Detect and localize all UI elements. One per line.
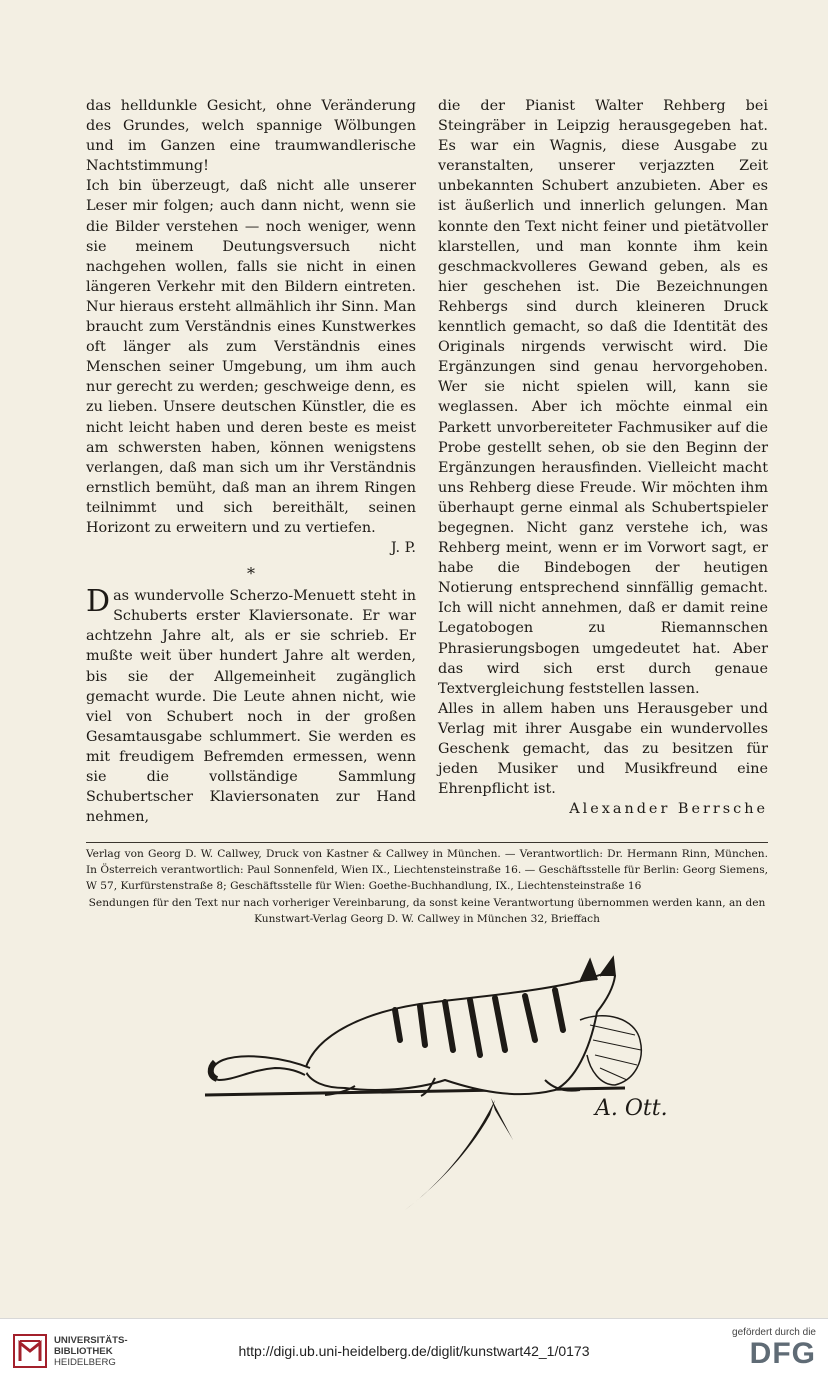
drop-cap: D bbox=[86, 584, 111, 620]
permalink[interactable]: http://digi.ub.uni-heidelberg.de/diglit/kunstwart42_1/0173 bbox=[238, 1343, 590, 1359]
left-column bbox=[86, 96, 416, 836]
dfg-logo[interactable] bbox=[732, 1327, 816, 1370]
paragraph: Alles in allem haben uns Herausgeber und Verlag mit ihrer Ausgabe ein wundervolles Geschenk gemacht, das zu besitzen für jeden Musiker und Musikfreund eine Ehrenpflicht ist. bbox=[438, 700, 768, 798]
author-initials: J. P. bbox=[390, 540, 416, 557]
author-signature: Alexander Berrsche bbox=[569, 801, 768, 818]
cat-and-bird-drawing bbox=[195, 940, 675, 1240]
right-column bbox=[438, 96, 768, 836]
viewer-footer bbox=[0, 1318, 828, 1384]
section-separator: * bbox=[247, 564, 255, 584]
paragraph: die der Pianist Walter Rehberg bei Steingräber in Leipzig herausgegeben hat. Es war ein Wagnis, diese Ausgabe zu veranstalten, unserer verjazzten Zeit unbekannten Schubert anzubieten. Aber es ist äußerlich und innerlich gelungen. Man konnte den Text nicht feiner und pietätvoller klarstellen, und man konnte ihm kein geschmackvolleres Gewand geben, als es hier geschehen ist. Die Bezeichnungen Rehbergs sind durch kleineren Druck kenntlich gemacht, so daß die Identität des Originals nirgends verwischt wird. Die Ergänzungen sind genau hervorgehoben. Wer sie nicht spielen will, kann sie weglassen. Aber ich möchte einmal ein Parkett unvorbereiteter Fachmusiker auf die Probe gestellt sehen, ob sie den Beginn der Ergänzungen herausfinden. Vielleicht macht uns Rehberg diese Freude. Wir möchten ihm überhaupt gerne einmal als Schubertspieler begegnen. Nicht ganz verstehe ich, was Rehberg meint, wenn er im Vorwort sagt, er habe die Bindebogen der heutigen Notierung entsprechend sinnfällig gemacht. Ich will nicht annehmen, daß er damit reine Legatobogen zu Riemannschen Phrasierungsbogen umgedeutet hat. Aber das wird sich erst durch genaue Textvergleichung feststellen lassen. bbox=[438, 98, 768, 697]
artist-signature: A. Ott. bbox=[595, 1096, 668, 1121]
paragraph-text: as wundervolle Scherzo-Menuett steht in Schuberts erster Klaviersonate. Er war achtzehn Jahre alt, als er sie schrieb. Er mußte weit über hundert Jahre alt werden, bis sie der Allgemeinheit zugänglich gemacht wurde. Die Leute ahnen nicht, wie viel von Schubert noch in der großen Gesamtausgabe schlummert. Sie werden es mit freudigem Befremden ermessen, wenn sie die vollständige Sammlung Schubertscher Klaviersonaten zur Hand nehmen, bbox=[86, 588, 416, 826]
institution-line: UNIVERSITÄTS- bbox=[54, 1334, 128, 1346]
imprint-submissions: Sendungen für den Text nur nach vorheriger Vereinbarung, da sonst keine Verantwortung übernommen werden kann, an den Kunstwart-Verlag Georg D. W. Callwey in München 32, Brieffach bbox=[88, 896, 766, 925]
paragraph: das helldunkle Gesicht, ohne Veränderung des Grundes, welch spannige Wölbungen und im Ganzen eine traumwandlerische Nachtstimmung! bbox=[86, 98, 416, 175]
paragraph-schubert bbox=[86, 586, 416, 827]
paragraph: Ich bin überzeugt, daß nicht alle unserer Leser mir folgen; auch dann nicht, wenn sie die Bilder verstehen — noch weniger, wenn sie meinem Deutungsversuch nicht nachgehen wollen, falls sie nicht in einen längeren Verkehr mit den Bildern eintreten. Nur hieraus ersteht allmählich ihr Sinn. Man braucht zum Verständnis eines Kunstwerkes oft länger als zum Verständnis eines Menschen seiner Umgebung, um ihm auch nur gerecht zu werden; geschweige denn, es zu lieben. Unsere deutschen Künstler, die es nicht leicht haben und deren beste es meist am schwersten haben, können wenigstens verlangen, daß man sich um ihr Verständnis ernstlich bemüht, daß man an ihrem Ringen teilnimmt und sich bereithält, seinen Horizont zu erweitern und zu vertiefen. bbox=[86, 178, 416, 536]
institution-line: BIBLIOTHEK bbox=[54, 1345, 113, 1357]
funded-by-label: gefördert durch die bbox=[732, 1327, 816, 1338]
institution-line: HEIDELBERG bbox=[54, 1356, 116, 1368]
dfg-wordmark: DFG bbox=[749, 1337, 816, 1370]
imprint-divider bbox=[86, 842, 768, 843]
imprint bbox=[86, 846, 768, 927]
imprint-publisher: Verlag von Georg D. W. Callwey, Druck von Kastner & Callwey in München. — Verantwortlich: Dr. Hermann Rinn, München. In Österreich verantwortlich: Paul Sonnenfeld, Wien IX., Liechtensteinstraße 16. — Geschäftsstelle für Berlin: Georg Siemens, W 57, Kurfürstenstraße 8; Geschäftsstelle für Wien: Goethe-Buchhandlung, IX., Liechtensteinstraße 16 bbox=[86, 848, 768, 893]
text-columns bbox=[86, 96, 768, 836]
